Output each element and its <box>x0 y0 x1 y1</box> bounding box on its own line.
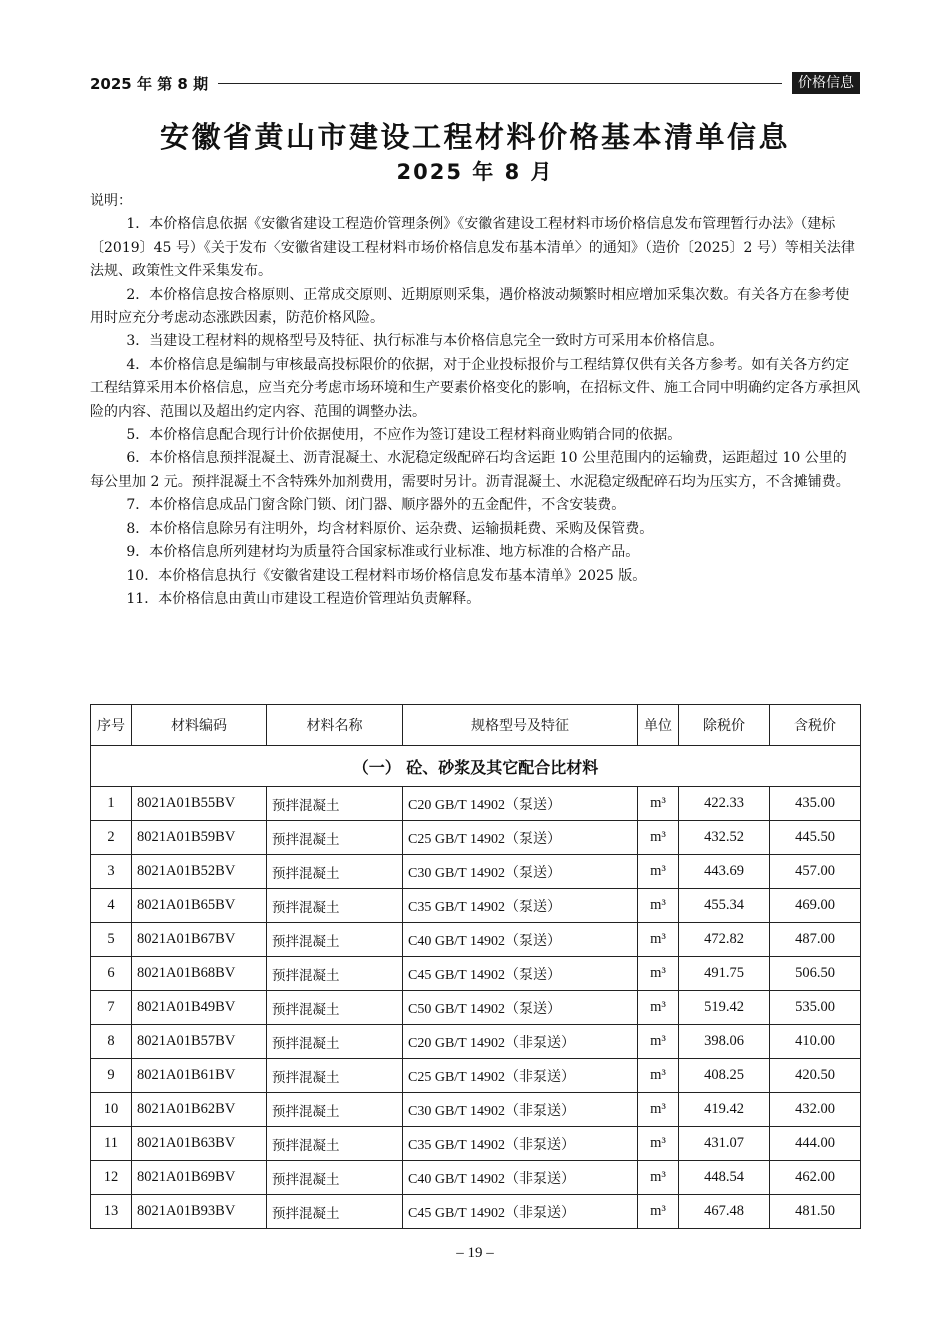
section-row <box>91 746 861 787</box>
cell-spec: C45 GB/T 14902（非泵送） <box>403 1195 638 1229</box>
cell-spec: C30 GB/T 14902（非泵送） <box>403 1093 638 1127</box>
table-row <box>91 957 861 991</box>
header-rule <box>218 83 782 84</box>
cell-code: 8021A01B49BV <box>132 991 267 1025</box>
cell-seq: 7 <box>91 991 132 1025</box>
cell-code: 8021A01B65BV <box>132 889 267 923</box>
cell-price-incl-tax: 410.00 <box>770 1025 861 1059</box>
cell-price-incl-tax: 457.00 <box>770 855 861 889</box>
cell-price-incl-tax: 481.50 <box>770 1195 861 1229</box>
page-header <box>90 70 860 96</box>
cell-unit: m³ <box>638 1059 679 1093</box>
note-item-2: 2．本价格信息按合格原则、正常成交原则、近期原则采集，遇价格波动频繁时相应增加采集次数。有关各方在参考使用时应充分考虑动态涨跌因素，防范价格风险。 <box>90 286 850 327</box>
cell-unit: m³ <box>638 821 679 855</box>
cell-price-excl-tax: 408.25 <box>679 1059 770 1093</box>
table-row <box>91 1127 861 1161</box>
cell-price-incl-tax: 487.00 <box>770 923 861 957</box>
cell-spec: C25 GB/T 14902（泵送） <box>403 821 638 855</box>
cell-code: 8021A01B63BV <box>132 1127 267 1161</box>
table-row <box>91 1093 861 1127</box>
cell-unit: m³ <box>638 889 679 923</box>
table-row <box>91 821 861 855</box>
cell-unit: m³ <box>638 1093 679 1127</box>
cell-price-excl-tax: 443.69 <box>679 855 770 889</box>
note-item-4: 4．本价格信息是编制与审核最高投标限价的依据，对于企业投标报价与工程结算仅供有关各方参考。如有关各方约定工程结算采用本价格信息，应当充分考虑市场环境和生产要素价格变化的影响，在招标文件、施工合同中明确约定各方承担风险的内容、范围以及超出约定内容、范围的调整办法。 <box>90 356 860 420</box>
cell-price-incl-tax: 435.00 <box>770 787 861 821</box>
cell-code: 8021A01B62BV <box>132 1093 267 1127</box>
note-item-7: 7．本价格信息成品门窗含除门锁、闭门器、顺序器外的五金配件，不含安装费。 <box>126 497 626 514</box>
cell-name: 预拌混凝土 <box>267 1025 403 1059</box>
cell-code: 8021A01B69BV <box>132 1161 267 1195</box>
cell-name: 预拌混凝土 <box>267 821 403 855</box>
note-item-9: 9．本价格信息所列建材均为质量符合国家标准或行业标准、地方标准的合格产品。 <box>126 544 640 561</box>
cell-code: 8021A01B68BV <box>132 957 267 991</box>
cell-unit: m³ <box>638 923 679 957</box>
cell-price-incl-tax: 420.50 <box>770 1059 861 1093</box>
header-spec: 规格型号及特征 <box>403 705 638 746</box>
cell-seq: 13 <box>91 1195 132 1229</box>
note-item-3: 3．当建设工程材料的规格型号及特征、执行标准与本价格信息完全一致时方可采用本价格信息。 <box>126 333 724 350</box>
table-row <box>91 1161 861 1195</box>
cell-spec: C40 GB/T 14902（非泵送） <box>403 1161 638 1195</box>
cell-price-excl-tax: 519.42 <box>679 991 770 1025</box>
cell-name: 预拌混凝土 <box>267 787 403 821</box>
cell-spec: C20 GB/T 14902（泵送） <box>403 787 638 821</box>
cell-spec: C30 GB/T 14902（泵送） <box>403 855 638 889</box>
cell-unit: m³ <box>638 957 679 991</box>
section-title: （一） 砼、砂浆及其它配合比材料 <box>91 746 861 787</box>
table-row <box>91 1059 861 1093</box>
cell-spec: C35 GB/T 14902（非泵送） <box>403 1127 638 1161</box>
table-row <box>91 787 861 821</box>
cell-seq: 5 <box>91 923 132 957</box>
table-header-row <box>91 705 861 746</box>
cell-price-incl-tax: 469.00 <box>770 889 861 923</box>
cell-price-excl-tax: 448.54 <box>679 1161 770 1195</box>
cell-name: 预拌混凝土 <box>267 1059 403 1093</box>
cell-price-excl-tax: 422.33 <box>679 787 770 821</box>
cell-unit: m³ <box>638 787 679 821</box>
notes-heading: 说明： <box>90 193 132 209</box>
page-subtitle: 2025 年 8 月 <box>396 160 554 184</box>
cell-seq: 6 <box>91 957 132 991</box>
cell-name: 预拌混凝土 <box>267 855 403 889</box>
cell-code: 8021A01B52BV <box>132 855 267 889</box>
table-row <box>91 889 861 923</box>
cell-seq: 12 <box>91 1161 132 1195</box>
cell-name: 预拌混凝土 <box>267 1161 403 1195</box>
cell-name: 预拌混凝土 <box>267 1127 403 1161</box>
cell-price-excl-tax: 431.07 <box>679 1127 770 1161</box>
table-row <box>91 991 861 1025</box>
cell-code: 8021A01B93BV <box>132 1195 267 1229</box>
cell-name: 预拌混凝土 <box>267 991 403 1025</box>
cell-spec: C35 GB/T 14902（泵送） <box>403 889 638 923</box>
cell-name: 预拌混凝土 <box>267 1093 403 1127</box>
section-tag: 价格信息 <box>792 72 860 94</box>
cell-seq: 8 <box>91 1025 132 1059</box>
cell-unit: m³ <box>638 991 679 1025</box>
cell-price-excl-tax: 455.34 <box>679 889 770 923</box>
cell-price-excl-tax: 467.48 <box>679 1195 770 1229</box>
price-table <box>90 704 861 1229</box>
header-name: 材料名称 <box>267 705 403 746</box>
cell-code: 8021A01B59BV <box>132 821 267 855</box>
cell-unit: m³ <box>638 1127 679 1161</box>
header-unit: 单位 <box>638 705 679 746</box>
cell-price-excl-tax: 419.42 <box>679 1093 770 1127</box>
cell-spec: C50 GB/T 14902（泵送） <box>403 991 638 1025</box>
cell-seq: 3 <box>91 855 132 889</box>
page-title: 安徽省黄山市建设工程材料价格基本清单信息 <box>159 120 790 154</box>
cell-spec: C40 GB/T 14902（泵送） <box>403 923 638 957</box>
cell-price-incl-tax: 444.00 <box>770 1127 861 1161</box>
cell-code: 8021A01B57BV <box>132 1025 267 1059</box>
cell-spec: C45 GB/T 14902（泵送） <box>403 957 638 991</box>
cell-name: 预拌混凝土 <box>267 889 403 923</box>
cell-unit: m³ <box>638 1161 679 1195</box>
header-seq: 序号 <box>91 705 132 746</box>
table-row <box>91 923 861 957</box>
cell-seq: 10 <box>91 1093 132 1127</box>
table-row <box>91 1025 861 1059</box>
note-item-8: 8．本价格信息除另有注明外，均含材料原价、运杂费、运输损耗费、采购及保管费。 <box>126 520 654 537</box>
cell-unit: m³ <box>638 1025 679 1059</box>
cell-seq: 9 <box>91 1059 132 1093</box>
cell-seq: 1 <box>91 787 132 821</box>
cell-price-incl-tax: 462.00 <box>770 1161 861 1195</box>
page-number: – 19 – <box>456 1245 494 1261</box>
note-item-11: 11．本价格信息由黄山市建设工程造价管理站负责解释。 <box>126 590 481 607</box>
cell-unit: m³ <box>638 855 679 889</box>
cell-name: 预拌混凝土 <box>267 923 403 957</box>
note-item-1: 1．本价格信息依据《安徽省建设工程造价管理条例》《安徽省建设工程材料市场价格信息发布管理暂行办法》（建标〔2019〕45 号）《关于发布〈安徽省建设工程材料市场价格信息发布基本清单〉的通知》（造价〔2025〕2 号）等相关法律法规、政策性文件采集发布。 <box>90 216 855 280</box>
cell-price-incl-tax: 506.50 <box>770 957 861 991</box>
cell-price-excl-tax: 398.06 <box>679 1025 770 1059</box>
cell-spec: C20 GB/T 14902（非泵送） <box>403 1025 638 1059</box>
header-price-incl-tax: 含税价 <box>770 705 861 746</box>
cell-name: 预拌混凝土 <box>267 1195 403 1229</box>
header-code: 材料编码 <box>132 705 267 746</box>
cell-code: 8021A01B55BV <box>132 787 267 821</box>
cell-spec: C25 GB/T 14902（非泵送） <box>403 1059 638 1093</box>
cell-seq: 11 <box>91 1127 132 1161</box>
cell-unit: m³ <box>638 1195 679 1229</box>
note-item-6: 6．本价格信息预拌混凝土、沥青混凝土、水泥稳定级配碎石均含运距 10 公里范围内的运输费，运距超过 10 公里的每公里加 2 元。预拌混凝土不含特殊外加剂费用，需要时另计。沥青混凝土、水泥稳定级配碎石均为压实方，不含摊铺费。 <box>90 450 850 490</box>
issue-label: 2025 年 第 8 期 <box>90 74 209 93</box>
cell-name: 预拌混凝土 <box>267 957 403 991</box>
cell-price-excl-tax: 432.52 <box>679 821 770 855</box>
cell-seq: 2 <box>91 821 132 855</box>
cell-price-incl-tax: 535.00 <box>770 991 861 1025</box>
cell-price-excl-tax: 491.75 <box>679 957 770 991</box>
table-row <box>91 855 861 889</box>
header-price-excl-tax: 除税价 <box>679 705 770 746</box>
cell-code: 8021A01B61BV <box>132 1059 267 1093</box>
cell-code: 8021A01B67BV <box>132 923 267 957</box>
note-item-5: 5．本价格信息配合现行计价依据使用，不应作为签订建设工程材料商业购销合同的依据。 <box>126 427 682 444</box>
cell-price-incl-tax: 432.00 <box>770 1093 861 1127</box>
cell-price-excl-tax: 472.82 <box>679 923 770 957</box>
note-item-10: 10．本价格信息执行《安徽省建设工程材料市场价格信息发布基本清单》2025 版。 <box>126 567 647 584</box>
notes-section <box>90 190 860 611</box>
cell-seq: 4 <box>91 889 132 923</box>
cell-price-incl-tax: 445.50 <box>770 821 861 855</box>
table-row <box>91 1195 861 1229</box>
